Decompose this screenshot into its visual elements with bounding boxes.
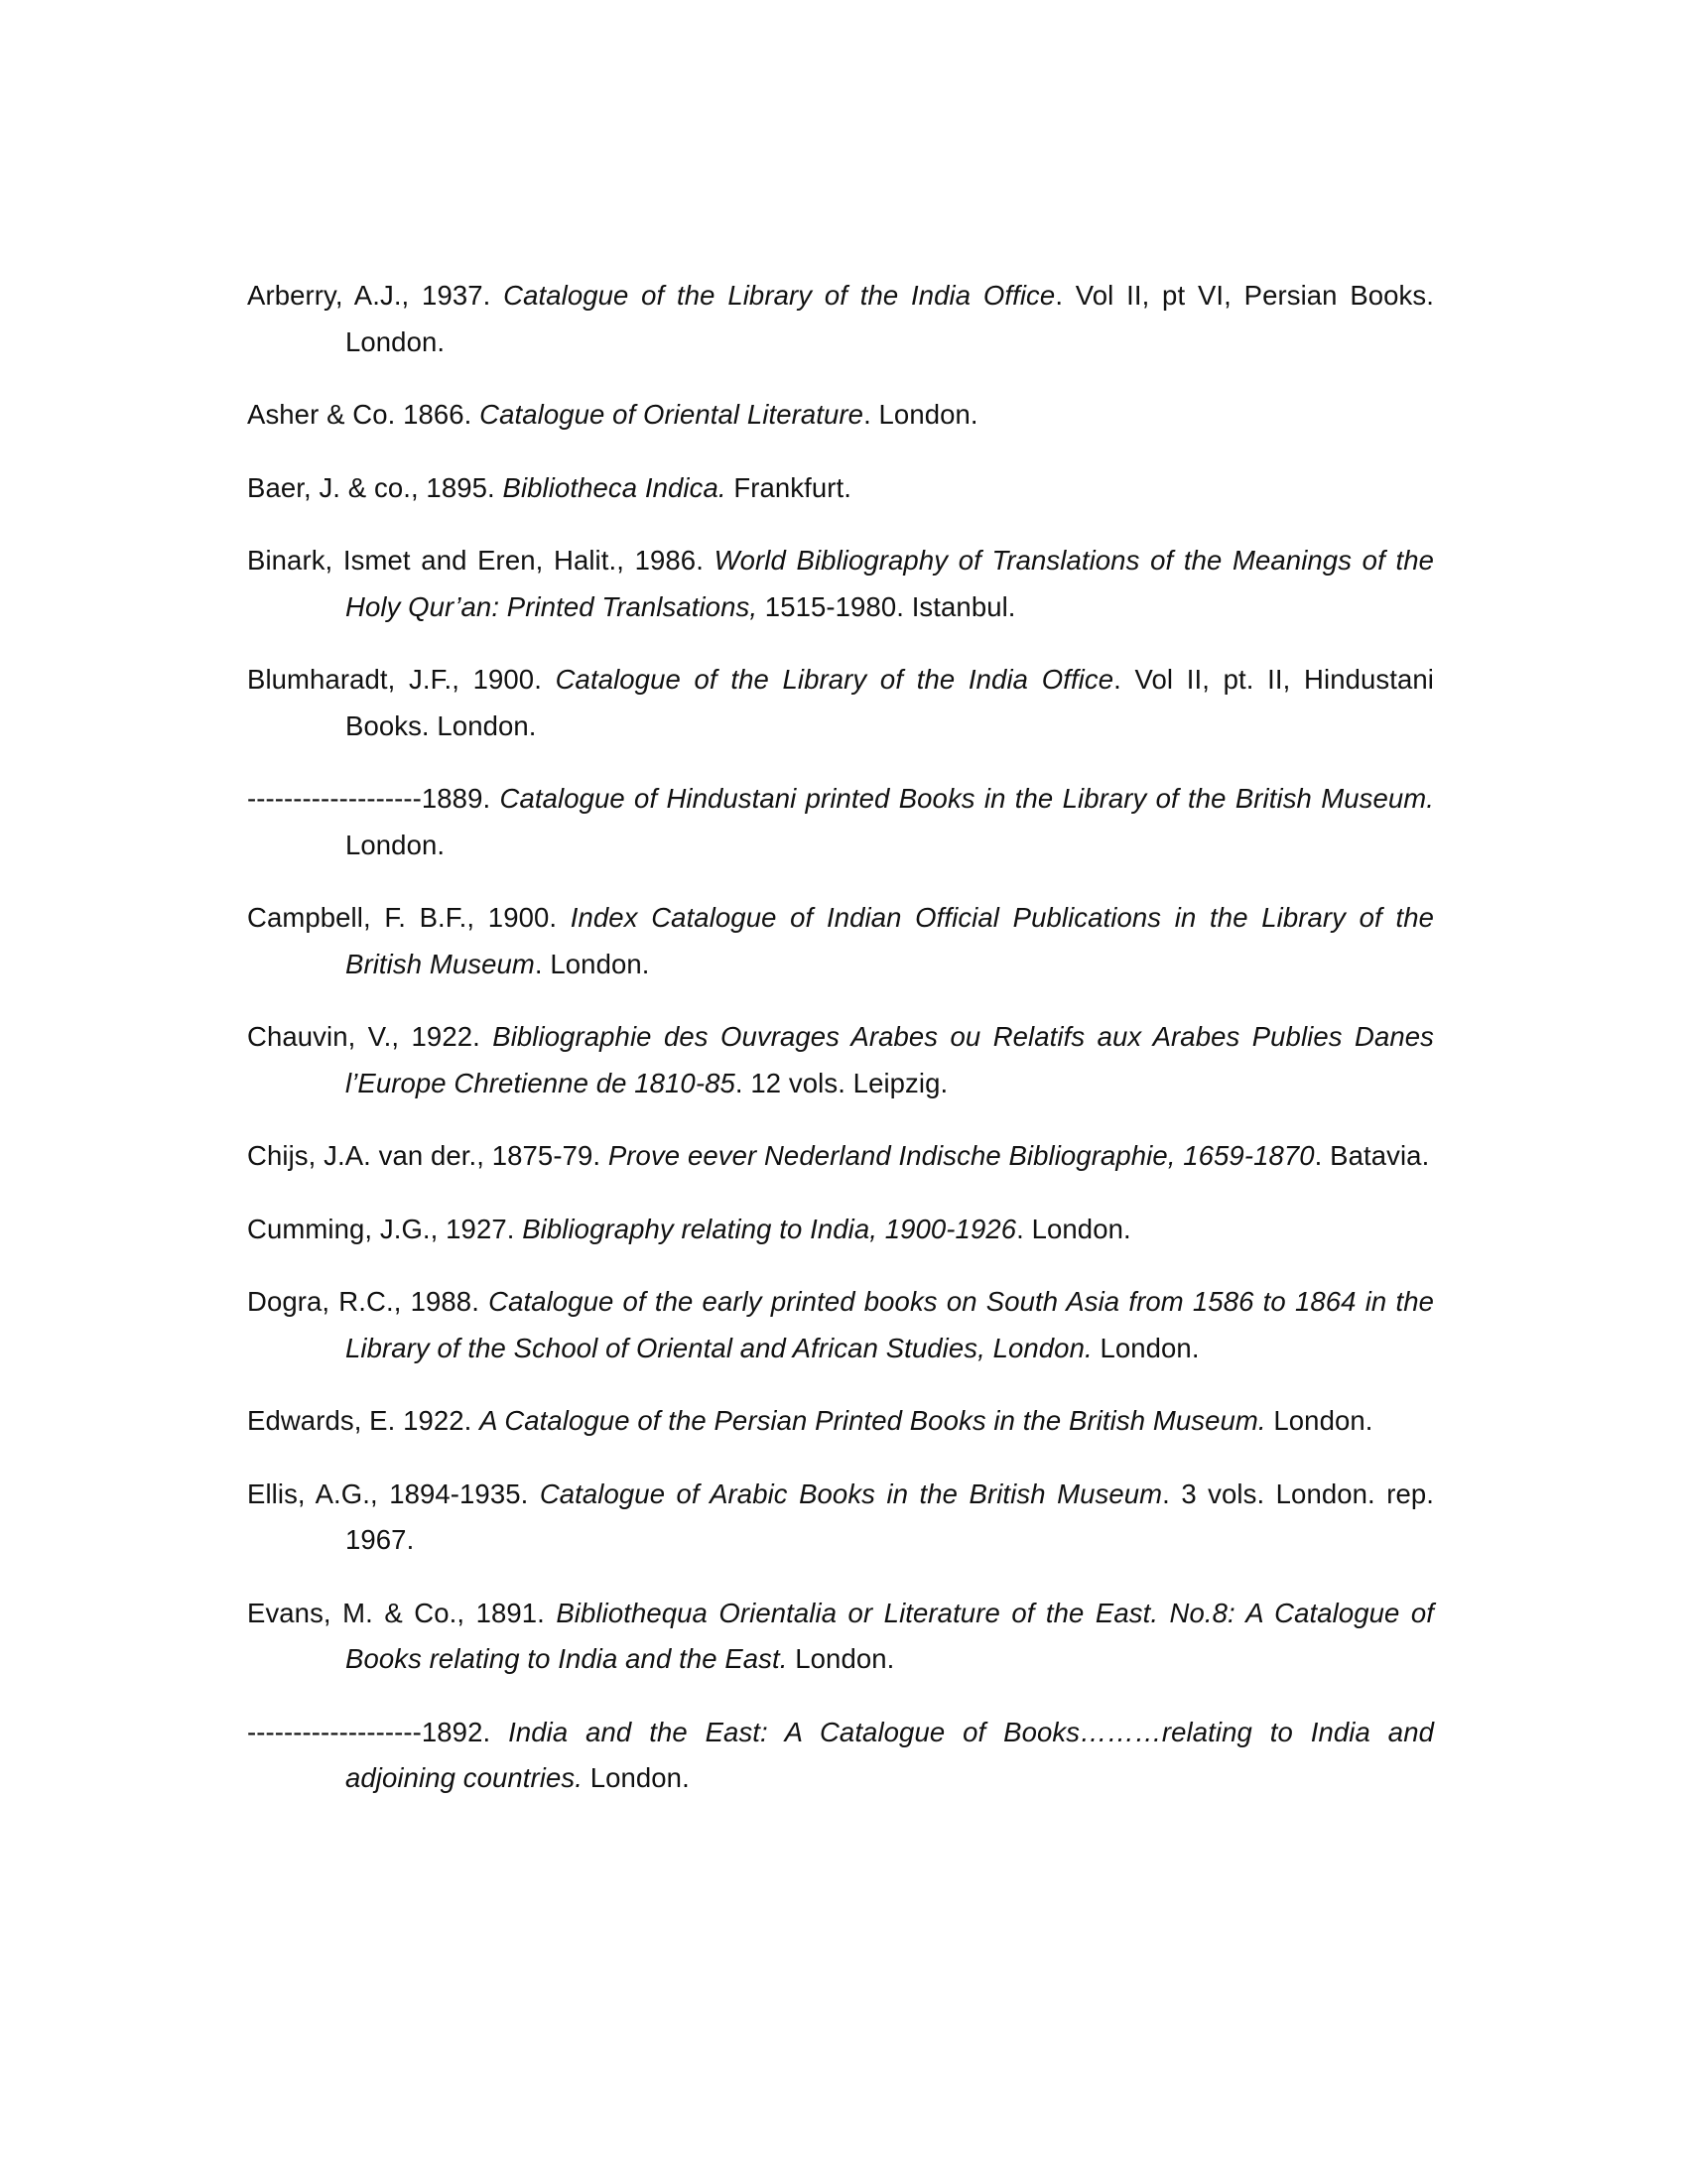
bibliography-entry: [247, 1472, 1434, 1564]
entry-details: . Batavia.: [1314, 1140, 1430, 1171]
entry-details: London.: [1265, 1405, 1373, 1436]
entry-details: . 3 vols. London. rep. 1967.: [345, 1477, 1434, 1555]
entry-title: Catalogue of Hindustani printed Books in the Library of the British Museum.: [499, 783, 1434, 814]
bibliography-entry: [247, 392, 1434, 439]
entry-details: . Vol II, pt. II, Hindustani Books. London.: [345, 664, 1434, 741]
entry-author-year: Chauvin, V., 1922.: [247, 1021, 493, 1052]
bibliography-entry: [247, 1014, 1434, 1106]
entry-title: Catalogue of Oriental Literature: [479, 399, 864, 430]
bibliography-list: [247, 273, 1434, 1829]
entry-author-year: Campbell, F. B.F., 1900.: [247, 902, 571, 933]
bibliography-entry: [247, 895, 1434, 987]
entry-author-year: Chijs, J.A. van der., 1875-79.: [247, 1140, 608, 1171]
entry-title: Catalogue of Arabic Books in the British Museum: [539, 1477, 1163, 1509]
entry-title: Bibliography relating to India, 1900-1926: [522, 1213, 1017, 1244]
entry-details: . Vol II, pt VI, Persian Books. London.: [345, 280, 1434, 357]
entry-details: . London.: [534, 948, 650, 979]
entry-details: London.: [1092, 1332, 1200, 1363]
entry-details: . London.: [863, 399, 978, 430]
bibliography-entry: [247, 273, 1434, 365]
entry-title: Bibliotheca Indica.: [502, 471, 726, 503]
entry-title: Catalogue of the Library of the India Office: [503, 280, 1056, 311]
entry-author-year: Cumming, J.G., 1927.: [247, 1213, 523, 1244]
bibliography-entry: [247, 657, 1434, 749]
entry-details: London.: [787, 1643, 895, 1674]
entry-title: Prove eever Nederland Indische Bibliographie, 1659-1870: [607, 1140, 1315, 1171]
entry-title: A Catalogue of the Persian Printed Books in the British Museum.: [479, 1405, 1266, 1436]
entry-author-year: -------------------1889.: [247, 783, 500, 814]
entry-author-year: Binark, Ismet and Eren, Halit., 1986.: [247, 545, 714, 576]
bibliography-entry: [247, 1207, 1434, 1253]
bibliography-entry: [247, 1133, 1434, 1180]
entry-details: London.: [345, 829, 446, 860]
bibliography-entry: [247, 538, 1434, 630]
entry-details: . 12 vols. Leipzig.: [734, 1067, 949, 1098]
bibliography-entry: [247, 1591, 1434, 1683]
entry-details: . London.: [1016, 1213, 1131, 1244]
entry-details: 1515-1980. Istanbul.: [757, 590, 1016, 622]
entry-title: Catalogue of the early printed books on South Asia from 1586 to 1864 in the Library of the School of Oriental and African Studies, London.: [345, 1286, 1434, 1363]
bibliography-entry: [247, 1279, 1434, 1371]
entry-title: World Bibliography of Translations of the Meanings of the Holy Qur’an: Printed Tranlsations,: [345, 545, 1434, 622]
entry-details: Frankfurt.: [725, 471, 852, 503]
bibliography-entry: [247, 1710, 1434, 1802]
entry-author-year: Baer, J. & co., 1895.: [247, 471, 503, 503]
entry-author-year: Ellis, A.G., 1894-1935.: [247, 1477, 540, 1509]
entry-title: Bibliothequa Orientalia or Literature of the East. No.8: A Catalogue of Books relating to India and the East.: [345, 1597, 1434, 1674]
bibliography-entry: [247, 465, 1434, 512]
entry-author-year: Asher & Co. 1866.: [247, 399, 480, 430]
bibliography-entry: [247, 1398, 1434, 1445]
entry-author-year: -------------------1892.: [247, 1716, 509, 1747]
entry-title: Index Catalogue of Indian Official Publications in the Library of the British Museum: [345, 902, 1434, 979]
entry-author-year: Arberry, A.J., 1937.: [247, 280, 504, 311]
entry-details: London.: [582, 1762, 690, 1793]
entry-title: India and the East: A Catalogue of Books………relating to India and adjoining countries.: [345, 1716, 1434, 1793]
bibliography-entry: [247, 776, 1434, 868]
entry-author-year: Evans, M. & Co., 1891.: [247, 1597, 557, 1628]
entry-author-year: Blumharadt, J.F., 1900.: [247, 664, 556, 695]
entry-title: Bibliographie des Ouvrages Arabes ou Relatifs aux Arabes Publies Danes l’Europe Chretienne de 1810-85: [345, 1021, 1435, 1098]
entry-title: Catalogue of the Library of the India Office: [555, 664, 1114, 695]
entry-author-year: Edwards, E. 1922.: [247, 1405, 480, 1436]
entry-author-year: Dogra, R.C., 1988.: [247, 1286, 489, 1317]
